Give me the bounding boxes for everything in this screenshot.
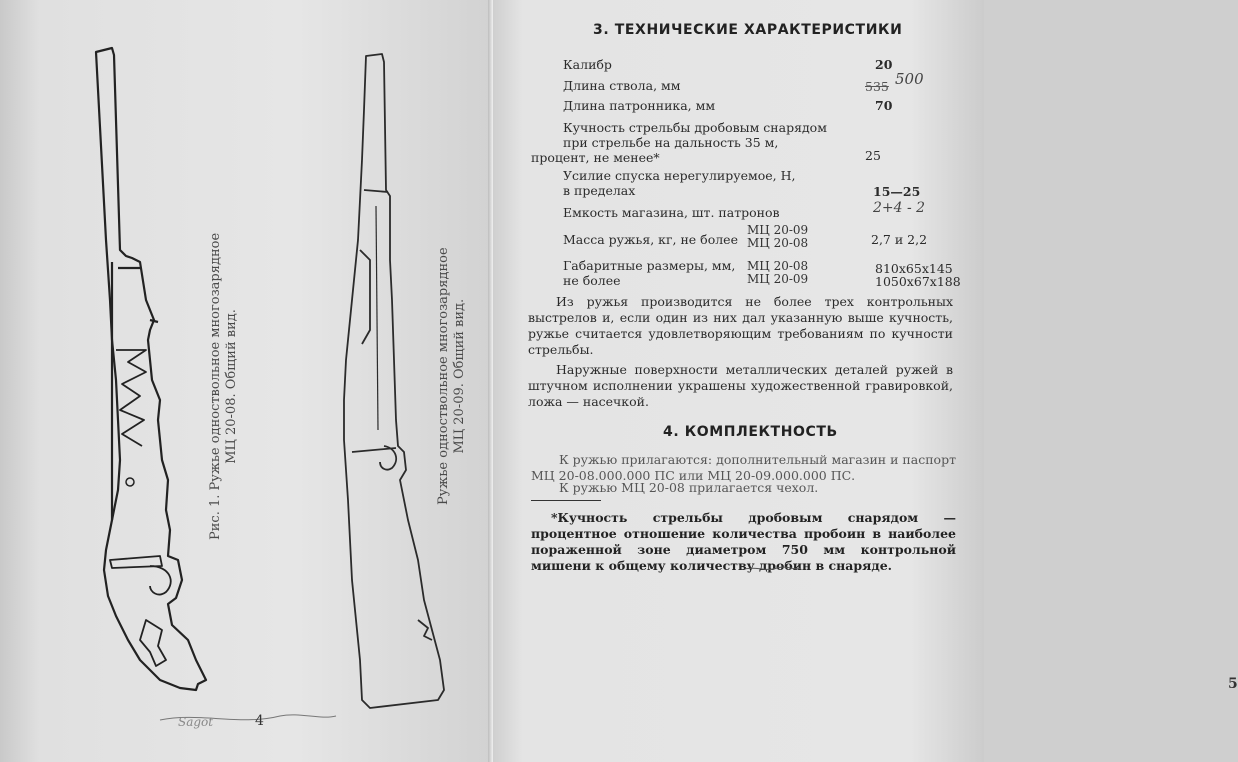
paragraph-test-firing: Из ружья производится не более трех контрольных выстрелов и, если один из них дал указанную выше кучность, ружье считается удовлетворяющим требованиям по кучности стрельбы. (528, 294, 953, 357)
spec-dims-values: 810х65х145 1050х67х188 (875, 261, 961, 289)
page-number-left: 4 (255, 713, 264, 729)
section-title-specs: 3. ТЕХНИЧЕСКИЕ ХАРАКТЕРИСТИКИ (593, 22, 903, 38)
spec-magazine-value: 2+4 - 2 (873, 200, 926, 216)
paragraph-included-items: К ружью прилагаются: дополнительный магазин и паспорт МЦ 20-08.000.000 ПС или МЦ 20-09.000.000 ПС. (531, 452, 956, 483)
footnote-rule (531, 500, 601, 501)
page-number-right: 5 (1228, 676, 1238, 692)
figure2-caption: Ружье одноствольное многозарядное МЦ 20-09. Общий вид. (436, 247, 467, 505)
spec-trigger-label: Усилие спуска нерегулируемое, Н, в пределах (563, 168, 796, 198)
figure1-caption: Рис. 1. Ружье одноствольное многозарядное МЦ 20-08. Общий вид. (208, 232, 239, 540)
handwritten-stamp: Sagot (178, 715, 214, 729)
ink-mark (743, 565, 803, 573)
spec-caliber-value: 20 (875, 57, 893, 72)
spec-pattern-value: 25 (865, 148, 881, 163)
spec-mass-value: 2,7 и 2,2 (871, 232, 928, 247)
gun-illustrations (0, 0, 493, 762)
spec-caliber-label: Калибр (563, 57, 612, 72)
spec-barrel-label: Длина ствола, мм (563, 78, 681, 93)
section-title-contents: 4. КОМПЛЕКТНОСТЬ (663, 424, 838, 440)
spec-mass-models: МЦ 20-09 МЦ 20-08 (747, 223, 809, 250)
left-page (0, 0, 493, 762)
paragraph-surface-finish: Наружные поверхности металлических деталей ружей в штучном исполнении украшены художественной гравировкой, ложа — насечкой. (528, 362, 953, 409)
footnote-pattern-definition: *Кучность стрельбы дробовым снарядом — процентное отношение количества пробоин в наиболее пораженной зоне диаметром 750 мм контрольной мишени к общему количеству дробин в снаряде. (531, 510, 956, 573)
spec-mass-label: Масса ружья, кг, не более (563, 232, 738, 247)
spec-barrel-value: 535 (865, 79, 889, 94)
gun-mc-20-08-drawing (96, 48, 206, 690)
spec-barrel-handwritten: 500 (895, 70, 924, 88)
spec-dims-models: МЦ 20-08 МЦ 20-09 (747, 259, 809, 286)
spec-chamber-label: Длина патронника, мм (563, 98, 716, 113)
spec-dims-label: Габаритные размеры, мм, не более (563, 258, 736, 288)
spec-chamber-value: 70 (875, 98, 893, 113)
spec-trigger-value: 15—25 (873, 184, 921, 199)
gun-mc-20-09-drawing (344, 54, 444, 708)
spec-pattern-label: Кучность стрельбы дробовым снарядом при стрельбе на дальность 35 м, процент, не менее* (531, 120, 827, 165)
spec-magazine-label: Емкость магазина, шт. патронов (563, 205, 780, 220)
right-page (493, 0, 1238, 762)
paragraph-case: К ружью МЦ 20-08 прилагается чехол. (559, 480, 819, 495)
